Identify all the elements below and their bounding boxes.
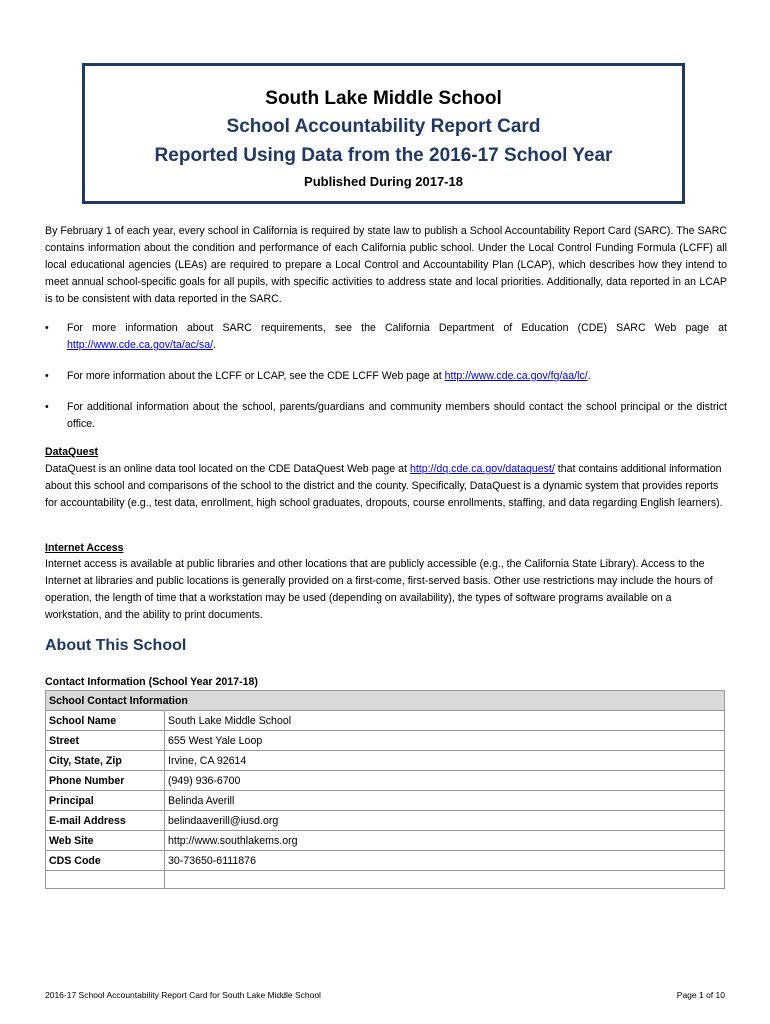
row-value: (949) 936-6700 [165, 771, 725, 791]
title-box [82, 63, 685, 204]
bullet-sarc-text: For more information about SARC requirements, see the California Department of Education (CDE) SARC Web page at [67, 322, 727, 334]
sarc-link[interactable]: http://www.cde.ca.gov/ta/ac/sa/ [67, 339, 214, 351]
row-label: City, State, Zip [46, 751, 165, 771]
table-row-empty [46, 871, 725, 889]
table-row [46, 851, 725, 871]
bullet-sarc [45, 320, 727, 354]
about-heading: About This School [45, 637, 187, 654]
bullet-lcff-end: . [587, 370, 591, 382]
table-row [46, 811, 725, 831]
row-value: 30-73650-6111876 [165, 851, 725, 871]
bullet-lcff [45, 368, 727, 385]
bullet-marker: • [45, 370, 49, 382]
row-value: South Lake Middle School [165, 711, 725, 731]
row-label: Principal [46, 791, 165, 811]
row-label: CDS Code [46, 851, 165, 871]
dataquest-heading: DataQuest [45, 446, 98, 458]
bullet-contact [45, 399, 727, 433]
table-row [46, 831, 725, 851]
contact-table-header: School Contact Information [46, 691, 725, 711]
footer-title: 2016-17 School Accountability Report Card for South Lake Middle School [45, 990, 321, 1000]
dataquest-paragraph [45, 461, 727, 512]
row-label: Web Site [46, 831, 165, 851]
internet-paragraph: Internet access is available at public libraries and other locations that are publicly accessible (e.g., the California State Library). Access to the Internet at libraries and public locations is generally provided on a first-come, first-served basis. Other use restrictions may include the hours of operation, the length of time that a workstation may be used (depending on availability), the types of software programs available on a workstation, and the ability to print documents. [45, 558, 713, 621]
table-row [46, 791, 725, 811]
dataquest-text-1: DataQuest is an online data tool located on the CDE DataQuest Web page at [45, 463, 410, 475]
row-label: Street [46, 731, 165, 751]
bullet-marker: • [45, 401, 49, 413]
report-title: School Accountability Report Card [226, 116, 541, 137]
bullet-contact-text: For additional information about the school, parents/guardians and community members should contact the school principal or the district office. [67, 401, 727, 430]
bullet-sarc-end: . [213, 339, 216, 351]
row-value: http://www.southlakems.org [165, 831, 725, 851]
table-row [46, 731, 725, 751]
contact-table [45, 690, 725, 889]
dataquest-link[interactable]: http://dq.cde.ca.gov/dataquest/ [409, 463, 555, 475]
row-value: belindaaverill@iusd.org [165, 811, 725, 831]
published-subtitle: Published During 2017-18 [304, 174, 463, 189]
reported-year-title: Reported Using Data from the 2016-17 School Year [154, 145, 613, 166]
row-value: Belinda Averill [165, 791, 725, 811]
table-row [46, 771, 725, 791]
intro-paragraph: By February 1 of each year, every school in California is required by state law to publish a School Accountability Report Card (SARC). The SARC contains information about the condition and performance of each California public school. Under the Local Control Funding Formula (LCFF) all local educational agencies (LEAs) are required to prepare a Local Control and Accountability Plan (LCAP), which describes how they intend to meet annual school-specific goals for all pupils, with specific activities to address state and local priorities. Additionally, data reported in an LCAP is to be consistent with data reported in the SARC. [45, 225, 727, 305]
lcff-link[interactable]: http://www.cde.ca.gov/fg/aa/lc/ [444, 370, 588, 382]
table-row [46, 751, 725, 771]
page-number: Page 1 of 10 [676, 990, 725, 1000]
school-name-title: South Lake Middle School [265, 88, 502, 109]
contact-caption: Contact Information (School Year 2017-18) [45, 676, 258, 688]
bullet-lcff-text: For more information about the LCFF or LCAP, see the CDE LCFF Web page at [67, 370, 445, 382]
row-value: Irvine, CA 92614 [165, 751, 725, 771]
bullet-marker: • [45, 322, 49, 334]
internet-heading: Internet Access [45, 542, 124, 554]
table-row [46, 711, 725, 731]
row-label: E-mail Address [46, 811, 165, 831]
row-label: School Name [46, 711, 165, 731]
row-label: Phone Number [46, 771, 165, 791]
row-value: 655 West Yale Loop [165, 731, 725, 751]
dataquest-text-2: that contains additional information about this school and comparisons of the school to the district and the county. Specifically, DataQuest is a dynamic system that provides reports for accountability (e.g., test data, enrollment, high school graduates, dropouts, course enrollments, staffing, and data regarding English learners). [45, 463, 723, 509]
